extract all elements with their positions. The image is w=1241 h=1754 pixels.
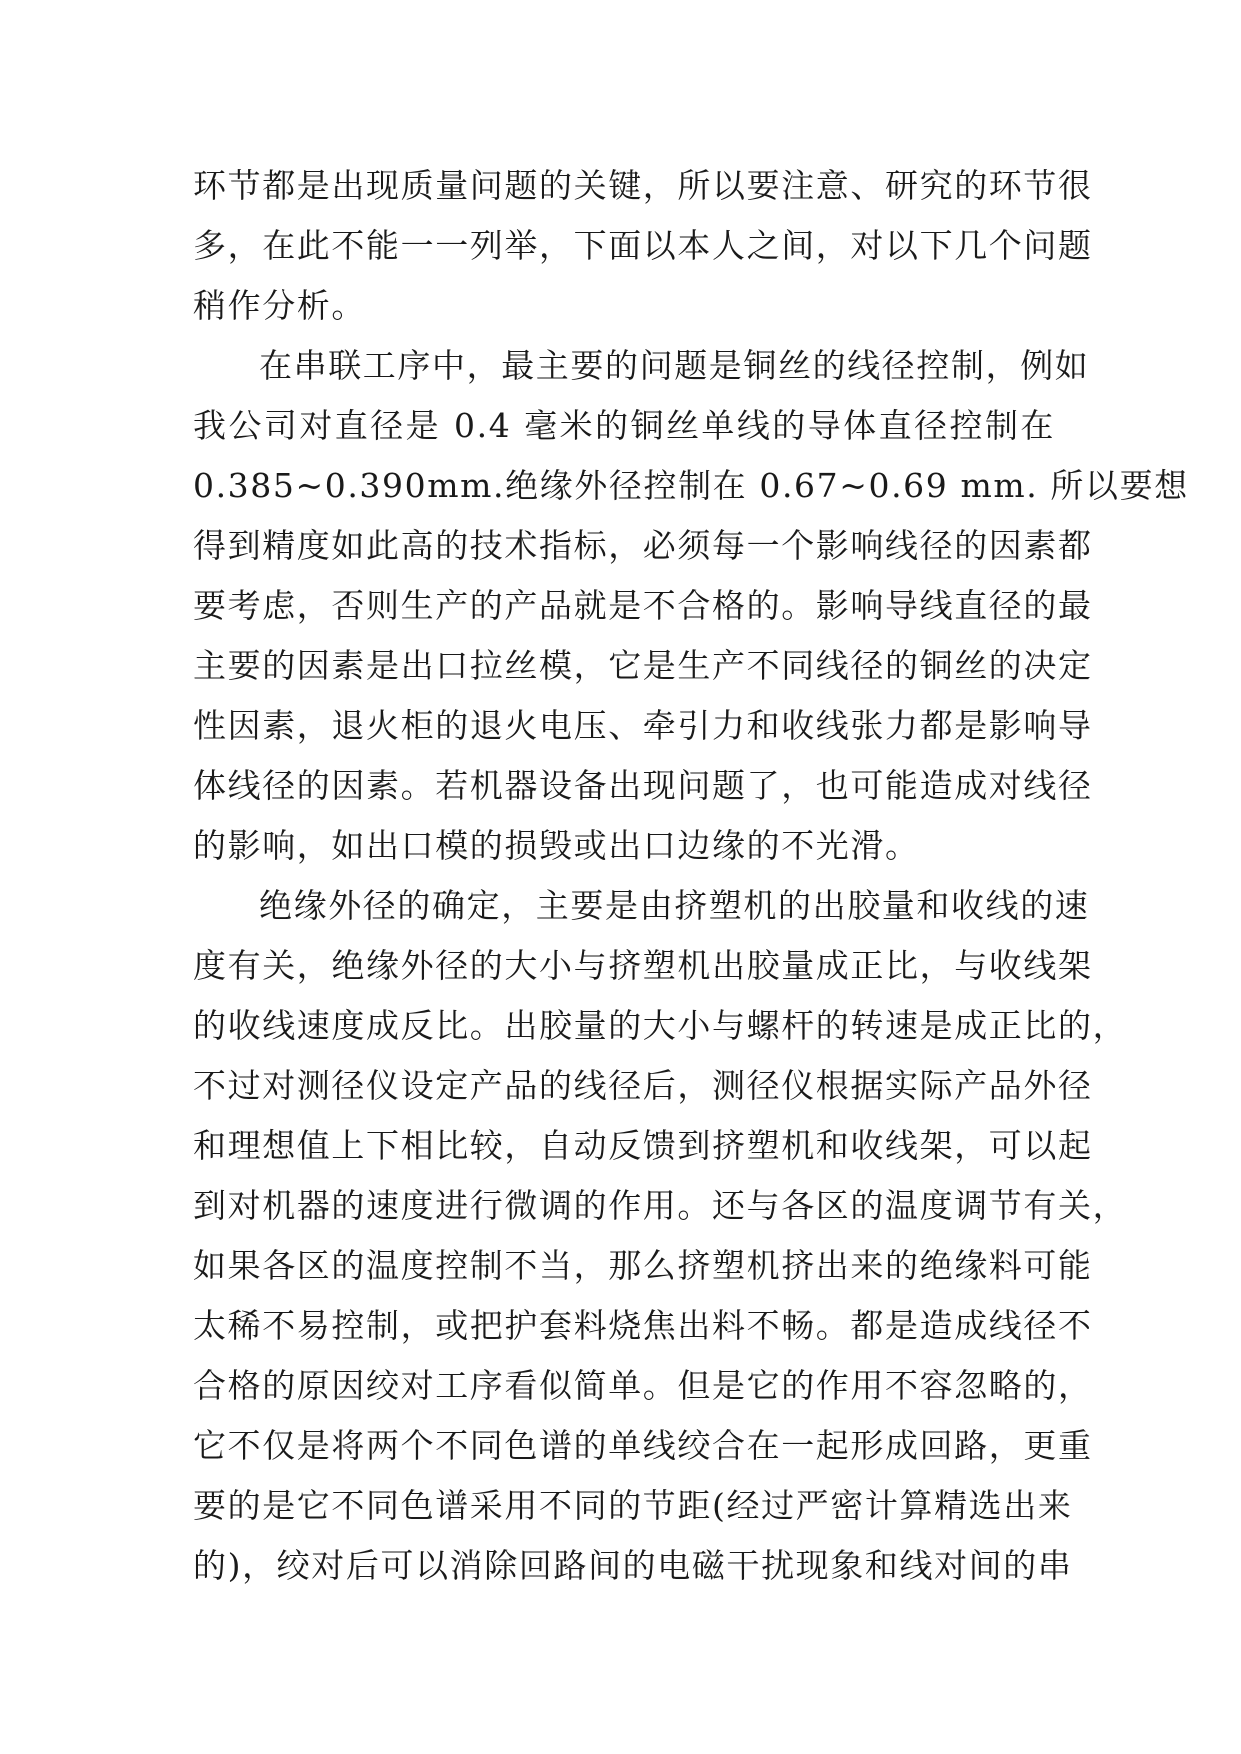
text-line: 性因素，退火柜的退火电压、牵引力和收线张力都是影响导 (193, 706, 1093, 745)
text-line: 体线径的因素。若机器设备出现问题了，也可能造成对线径 (193, 766, 1093, 805)
text-line: 主要的因素是出口拉丝模，它是生产不同线径的铜丝的决定 (193, 646, 1093, 685)
text-line: 如果各区的温度控制不当，那么挤塑机挤出来的绝缘料可能 (193, 1246, 1093, 1285)
text-line: 环节都是出现质量问题的关键，所以要注意、研究的环节很 (193, 166, 1093, 205)
text-line: 的收线速度成反比。出胶量的大小与螺杆的转速是成正比的， (193, 1006, 1128, 1045)
text-line: 0.385~0.390mm.绝缘外径控制在 0.67~0.69 mm. 所以要想 (193, 466, 1189, 505)
text-line: 它不仅是将两个不同色谱的单线绞合在一起形成回路，更重 (193, 1426, 1093, 1465)
paragraph-start-line: 绝缘外径的确定，主要是由挤塑机的出胶量和收线的速 (259, 886, 1090, 925)
text-line: 和理想值上下相比较，自动反馈到挤塑机和收线架，可以起 (193, 1126, 1093, 1165)
text-line: 我公司对直径是 0.4 毫米的铜丝单线的导体直径控制在 (193, 406, 1055, 445)
text-line: 不过对测径仪设定产品的线径后，测径仪根据实际产品外径 (193, 1066, 1093, 1105)
paragraph-start-line: 在串联工序中，最主要的问题是铜丝的线径控制，例如 (259, 346, 1090, 385)
text-line: 的)，绞对后可以消除回路间的电磁干扰现象和线对间的串 (193, 1546, 1073, 1585)
text-line: 到对机器的速度进行微调的作用。还与各区的温度调节有关， (193, 1186, 1128, 1225)
text-line: 得到精度如此高的技术指标，必须每一个影响线径的因素都 (193, 526, 1093, 565)
text-line: 要考虑，否则生产的产品就是不合格的。影响导线直径的最 (193, 586, 1093, 625)
text-line: 太稀不易控制，或把护套料烧焦出料不畅。都是造成线径不 (193, 1306, 1093, 1345)
text-line: 稍作分析。 (193, 286, 366, 325)
text-line: 的影响，如出口模的损毁或出口边缘的不光滑。 (193, 826, 920, 865)
text-line: 度有关，绝缘外径的大小与挤塑机出胶量成正比，与收线架 (193, 946, 1093, 985)
text-line: 要的是它不同色谱采用不同的节距(经过严密计算精选出来 (193, 1486, 1073, 1525)
text-line: 多，在此不能一一列举，下面以本人之间，对以下几个问题 (193, 226, 1093, 265)
text-line: 合格的原因绞对工序看似简单。但是它的作用不容忽略的， (193, 1366, 1093, 1405)
